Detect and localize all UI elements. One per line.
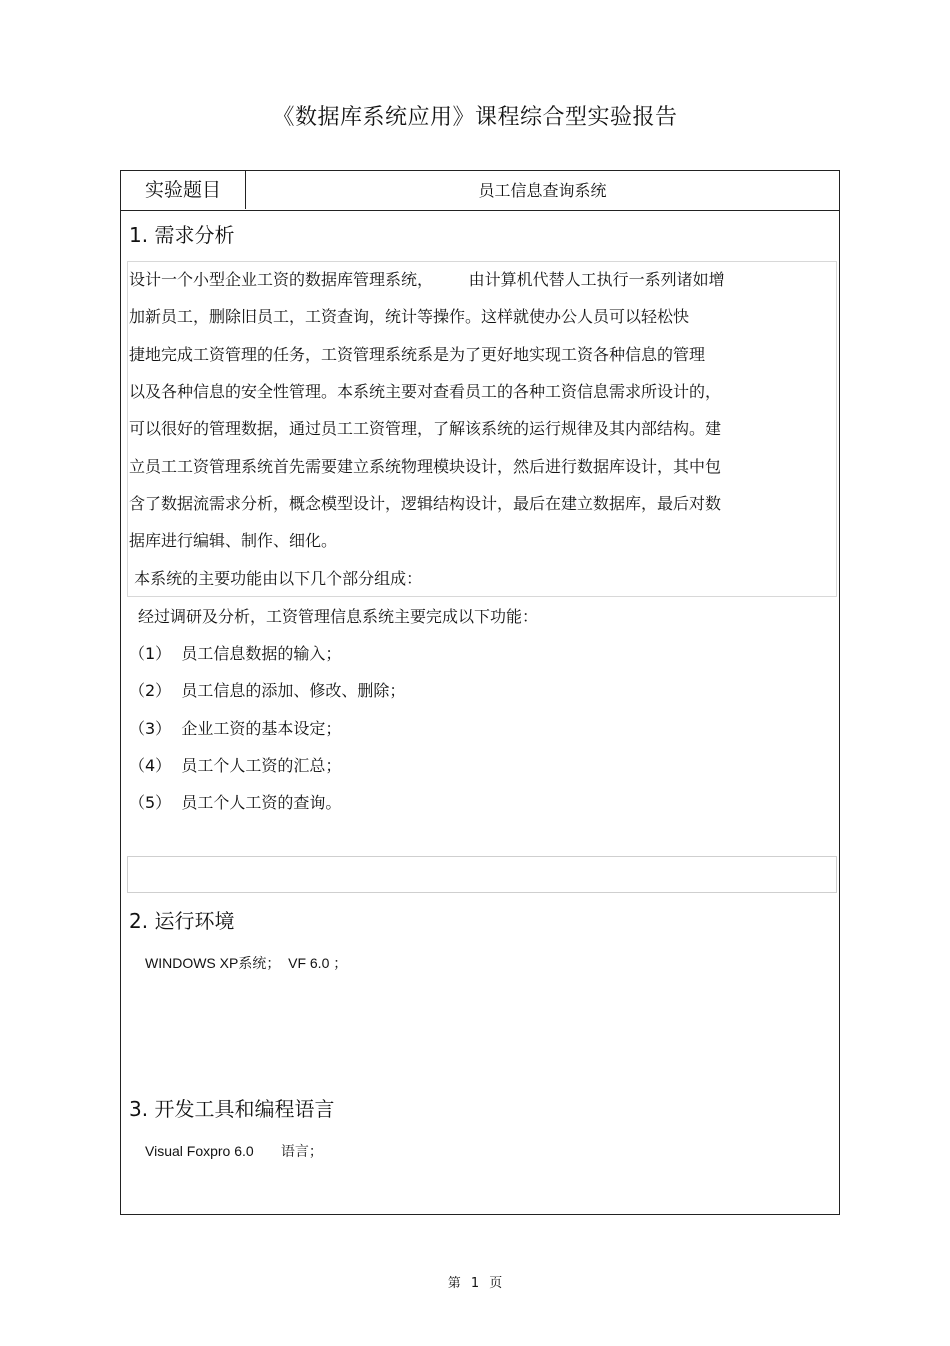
experiment-topic-value: 员工信息查询系统: [478, 181, 607, 200]
section1-heading: 1. 需求分析: [129, 223, 235, 247]
experiment-topic-label: 实验题目: [121, 171, 246, 209]
paragraph-line: 捷地完成工资管理的任务，工资管理系统系是为了更好地实现工资各种信息的管理: [129, 345, 706, 364]
function-item: （1） 员工信息数据的输入；: [129, 644, 342, 663]
paragraph-line: 含了数据流需求分析，概念模型设计，逻辑结构设计，最后在建立数据库，最后对数: [129, 494, 722, 513]
function-item: （3） 企业工资的基本设定；: [129, 719, 342, 738]
experiment-topic-row: [121, 171, 839, 211]
paragraph-line: 本系统的主要功能由以下几个部分组成：: [129, 569, 423, 588]
paragraph-line: 据库进行编辑、制作、细化。: [129, 531, 338, 550]
report-title: 《数据库系统应用》课程综合型实验报告: [272, 105, 678, 130]
run-environment-text: WINDOWS XP系统； VF 6.0 ；: [145, 955, 348, 971]
dev-tools-text: Visual Foxpro 6.0 语言；: [145, 1143, 323, 1159]
paragraph-line: 立员工工资管理系统首先需要建立系统物理模块设计，然后进行数据库设计，其中包: [129, 457, 722, 476]
section3-heading: 3. 开发工具和编程语言: [129, 1097, 335, 1121]
empty-box: [127, 856, 837, 893]
function-item: （4） 员工个人工资的汇总；: [129, 756, 342, 775]
section2-heading: 2. 运行环境: [129, 909, 235, 933]
paragraph-line: 可以很好的管理数据，通过员工工资管理，了解该系统的运行规律及其内部结构。建: [129, 419, 722, 438]
page-number: 第 1 页: [447, 1276, 503, 1291]
report-table: [120, 170, 840, 1215]
paragraph-line: 以及各种信息的安全性管理。本系统主要对查看员工的各种工资信息需求所设计的，: [129, 382, 722, 401]
paragraph-line: 加新员工，删除旧员工，工资查询，统计等操作。这样就使办公人员可以轻松快: [129, 307, 690, 326]
functions-intro: 经过调研及分析，工资管理信息系统主要完成以下功能：: [138, 607, 539, 626]
function-item: （2） 员工信息的添加、修改、删除；: [129, 681, 406, 700]
paragraph-line: 设计一个小型企业工资的数据库管理系统， 由计算机代替人工执行一系列诸如增: [129, 270, 725, 289]
function-item: （5） 员工个人工资的查询。: [129, 793, 342, 812]
